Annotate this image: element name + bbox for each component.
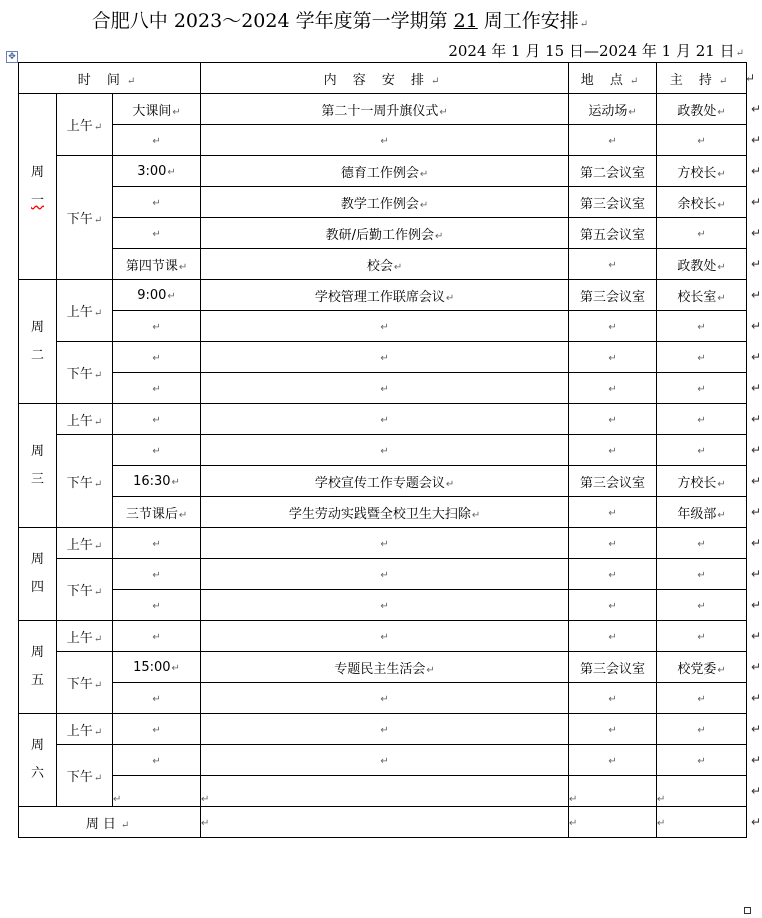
cell-host: ↵ ↵: [657, 218, 747, 249]
half-pm: 下午↵: [57, 559, 113, 621]
cell-content: 专题民主生活会↵: [201, 652, 569, 683]
header-host: 主 持↵ ↵: [657, 63, 747, 94]
table-move-handle-icon[interactable]: ✥: [6, 51, 18, 63]
cell-host: 方校长↵ ↵: [657, 156, 747, 187]
cell-place: [569, 311, 657, 342]
cell-content: [201, 404, 569, 435]
cell-content: 教学工作例会↵: [201, 187, 569, 218]
day-monday: 周 一: [19, 94, 57, 280]
cell-content: [201, 528, 569, 559]
header-time: 时 间↵: [19, 63, 201, 94]
cell-place: 第三会议室: [569, 466, 657, 497]
table-row: [19, 280, 747, 311]
cell-place: [569, 497, 657, 528]
cell-content: [201, 807, 569, 838]
cell-place: [569, 125, 657, 156]
table-row: [19, 373, 747, 404]
cell-place: [569, 683, 657, 714]
day-saturday: 周 六: [19, 714, 57, 807]
page-title: 合肥八中 2023～2024 学年度第一学期第 21 周工作安排↵: [91, 10, 589, 32]
table-row: [19, 466, 747, 497]
cell-host: ↵ ↵: [657, 807, 747, 838]
cell-place: [569, 249, 657, 280]
cell-content: [201, 683, 569, 714]
cell-time: [113, 373, 201, 404]
cell-content: [201, 342, 569, 373]
cell-place: [569, 590, 657, 621]
half-pm: 下午↵: [57, 745, 113, 807]
cell-host: 政教处↵ ↵: [657, 249, 747, 280]
date-range: 2024 年 1 月 15 日—2024 年 1 月 21 日↵: [448, 42, 744, 60]
table-row: [19, 652, 747, 683]
cell-time: [113, 714, 201, 745]
cell-time: [113, 311, 201, 342]
cell-host: 方校长↵ ↵: [657, 466, 747, 497]
table-row: [19, 435, 747, 466]
cell-host: ↵ ↵: [657, 683, 747, 714]
cell-content: 学生劳动实践暨全校卫生大扫除↵: [201, 497, 569, 528]
cell-time: 第四节课↵: [113, 249, 201, 280]
cell-host: ↵ ↵: [657, 373, 747, 404]
half-am: 上午↵: [57, 714, 113, 745]
cell-host: 校长室↵ ↵: [657, 280, 747, 311]
day-tuesday: 周 二: [19, 280, 57, 404]
half-am: 上午↵: [57, 280, 113, 342]
cell-host: ↵ ↵: [657, 404, 747, 435]
cell-place: [569, 404, 657, 435]
table-row: [19, 776, 747, 807]
cell-time: 大课间↵: [113, 94, 201, 125]
cell-time: [113, 404, 201, 435]
table-row: [19, 528, 747, 559]
cell-host: ↵ ↵: [657, 714, 747, 745]
cell-place: [569, 776, 657, 807]
cell-time: 16:30↵: [113, 466, 201, 497]
cell-host: ↵ ↵: [657, 776, 747, 807]
cell-content: [201, 311, 569, 342]
half-am: 上午↵: [57, 528, 113, 559]
table-row: [19, 807, 747, 838]
cell-place: [569, 373, 657, 404]
half-pm: 下午↵: [57, 342, 113, 404]
table-row: [19, 714, 747, 745]
day-thursday: 周 四: [19, 528, 57, 621]
cell-host: ↵ ↵: [657, 528, 747, 559]
cell-place: 第三会议室: [569, 187, 657, 218]
table-row: [19, 404, 747, 435]
cell-host: ↵ ↵: [657, 125, 747, 156]
cell-host: ↵ ↵: [657, 559, 747, 590]
cell-place: [569, 559, 657, 590]
cell-place: 第三会议室: [569, 280, 657, 311]
half-am: 上午↵: [57, 621, 113, 652]
cell-time: [113, 435, 201, 466]
table-row: [19, 683, 747, 714]
table-row: [19, 745, 747, 776]
cell-content: 德育工作例会↵: [201, 156, 569, 187]
day-friday: 周 五: [19, 621, 57, 714]
table-row: [19, 590, 747, 621]
cell-host: 政教处↵ ↵: [657, 94, 747, 125]
cell-host: ↵ ↵: [657, 621, 747, 652]
schedule-table: [18, 62, 762, 838]
table-resize-handle[interactable]: [744, 907, 751, 914]
cell-content: [201, 373, 569, 404]
cell-host: ↵ ↵: [657, 590, 747, 621]
half-pm: 下午↵: [57, 156, 113, 280]
cell-content: 学校宣传工作专题会议↵: [201, 466, 569, 497]
header-place: 地 点↵: [569, 63, 657, 94]
half-am: 上午↵: [57, 94, 113, 156]
table-row: [19, 342, 747, 373]
cell-time: [113, 218, 201, 249]
cell-content: [201, 590, 569, 621]
cell-host: 年级部↵ ↵: [657, 497, 747, 528]
cell-host: 校党委↵ ↵: [657, 652, 747, 683]
table-row: [19, 156, 747, 187]
table-row: [19, 187, 747, 218]
cell-host: 余校长↵ ↵: [657, 187, 747, 218]
table-row: [19, 559, 747, 590]
cell-time: [113, 745, 201, 776]
cell-content: 第二十一周升旗仪式↵: [201, 94, 569, 125]
cell-time: [113, 342, 201, 373]
header-content: 内 容 安 排↵: [201, 63, 569, 94]
cell-content: [201, 435, 569, 466]
cell-place: [569, 528, 657, 559]
table-row: [19, 621, 747, 652]
table-row: [19, 249, 747, 280]
week-number: 21: [453, 10, 478, 32]
cell-place: 运动场↵: [569, 94, 657, 125]
cell-time: [113, 776, 201, 807]
cell-host: ↵ ↵: [657, 435, 747, 466]
cell-place: [569, 342, 657, 373]
cell-place: 第二会议室: [569, 156, 657, 187]
title-prefix: 合肥八中 2023～2024 学年度第一学期第: [91, 10, 448, 32]
cell-content: 学校管理工作联席会议↵: [201, 280, 569, 311]
cell-place: [569, 745, 657, 776]
half-pm: 下午↵: [57, 435, 113, 528]
header-row: [19, 63, 747, 94]
cell-place: [569, 807, 657, 838]
cell-content: [201, 125, 569, 156]
cell-place: [569, 435, 657, 466]
cell-time: [113, 621, 201, 652]
cell-time: [113, 683, 201, 714]
cell-place: [569, 714, 657, 745]
cell-time: 三节课后↵: [113, 497, 201, 528]
title-suffix: 周工作安排: [483, 10, 579, 32]
cell-time: 9:00↵: [113, 280, 201, 311]
table-row: [19, 218, 747, 249]
cell-content: 校会↵: [201, 249, 569, 280]
cell-content: [201, 714, 569, 745]
table-row: [19, 497, 747, 528]
table-row: [19, 125, 747, 156]
table-row: [19, 311, 747, 342]
cell-time: [113, 187, 201, 218]
table-row: [19, 94, 747, 125]
day-sunday: 周日↵: [19, 807, 201, 838]
cell-time: [113, 528, 201, 559]
cell-host: ↵ ↵: [657, 745, 747, 776]
cell-content: [201, 745, 569, 776]
half-pm: 下午↵: [57, 652, 113, 714]
cell-place: [569, 621, 657, 652]
cell-host: ↵ ↵: [657, 342, 747, 373]
cell-time: [113, 559, 201, 590]
cell-place: 第五会议室: [569, 218, 657, 249]
cell-content: [201, 559, 569, 590]
cell-place: 第三会议室: [569, 652, 657, 683]
cell-time: 15:00↵: [113, 652, 201, 683]
cell-content: 教研/后勤工作例会↵: [201, 218, 569, 249]
day-wednesday: 周 三: [19, 404, 57, 528]
date-range-text: 2024 年 1 月 15 日—2024 年 1 月 21 日: [448, 42, 735, 60]
cell-content: [201, 621, 569, 652]
cell-host: ↵ ↵: [657, 311, 747, 342]
cell-content: [201, 776, 569, 807]
cell-time: [113, 590, 201, 621]
cell-time: 3:00↵: [113, 156, 201, 187]
cell-time: [113, 125, 201, 156]
half-am: 上午↵: [57, 404, 113, 435]
